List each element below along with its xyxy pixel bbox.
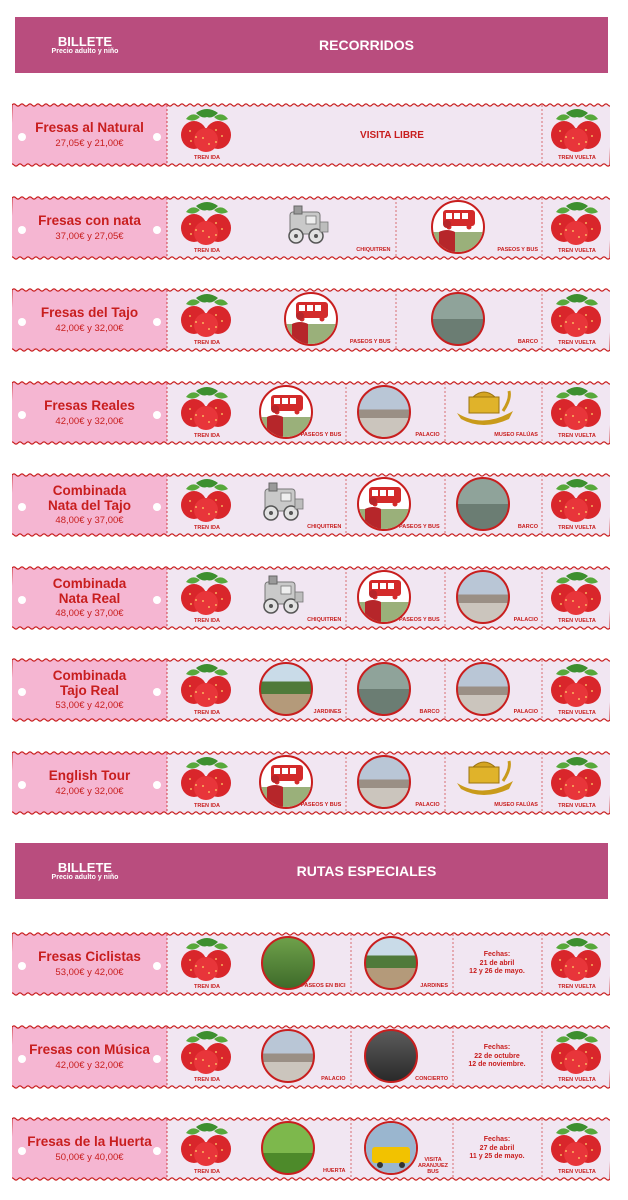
stop-label: PALACIO bbox=[321, 1075, 346, 1082]
ticket-price: 53,00€ y 42,00€ bbox=[55, 966, 124, 978]
strawberry-icon bbox=[546, 755, 608, 801]
ticket-stub bbox=[12, 1119, 167, 1179]
visita-libre-label: VISITA LIBRE bbox=[360, 129, 424, 141]
punch-hole bbox=[153, 226, 161, 234]
stop bbox=[444, 383, 542, 443]
concert-icon bbox=[364, 1029, 418, 1083]
tren-vuelta bbox=[544, 1119, 610, 1179]
visita-libre bbox=[247, 105, 537, 165]
tren-ida bbox=[172, 1027, 242, 1087]
tren-ida bbox=[172, 934, 242, 994]
tren-vuelta bbox=[544, 475, 610, 535]
ticket-stub bbox=[12, 568, 167, 628]
strawberry-icon bbox=[546, 477, 608, 523]
ticket-price: 42,00€ y 32,00€ bbox=[55, 1059, 124, 1071]
tren-vuelta-label: TREN VUELTA bbox=[558, 983, 596, 990]
ticket-price: 53,00€ y 42,00€ bbox=[55, 700, 124, 712]
stop-label: BARCO bbox=[517, 338, 538, 345]
punch-hole bbox=[18, 1147, 26, 1155]
tren-vuelta-label: TREN VUELTA bbox=[558, 617, 596, 624]
boat-icon bbox=[456, 477, 510, 531]
stop bbox=[345, 568, 443, 628]
strawberry-icon bbox=[546, 292, 608, 338]
strawberry-icon bbox=[546, 385, 608, 431]
ticket-date-line: Fechas: bbox=[483, 950, 511, 958]
tren-ida-label: TREN IDA bbox=[194, 1076, 220, 1083]
ticket-name: Fresas del Tajo bbox=[40, 305, 139, 321]
tren-ida-label: TREN IDA bbox=[194, 339, 220, 346]
palace-icon bbox=[357, 755, 411, 809]
boat-icon bbox=[357, 662, 411, 716]
punch-hole bbox=[18, 411, 26, 419]
ticket bbox=[12, 189, 610, 267]
stop bbox=[444, 568, 542, 628]
tren-ida-label: TREN IDA bbox=[194, 524, 220, 531]
stop bbox=[247, 1119, 350, 1179]
punch-hole bbox=[153, 411, 161, 419]
punch-hole bbox=[153, 503, 161, 511]
header-recorridos bbox=[15, 17, 608, 73]
tren-vuelta-label: TREN VUELTA bbox=[558, 339, 596, 346]
strawberry-icon bbox=[176, 662, 238, 708]
ticket-price: 48,00€ y 37,00€ bbox=[55, 515, 124, 527]
bus-icon bbox=[284, 292, 338, 346]
ticket-name: Fresas al Natural bbox=[35, 120, 144, 136]
ticket-stub bbox=[12, 475, 167, 535]
tren-ida-label: TREN IDA bbox=[194, 1168, 220, 1175]
ticket-stub bbox=[12, 753, 167, 813]
stop bbox=[345, 383, 443, 443]
ticket-name: Combinada bbox=[52, 667, 127, 683]
stop bbox=[247, 1027, 350, 1087]
stop bbox=[247, 934, 350, 994]
stop-label: HUERTA bbox=[322, 1167, 346, 1174]
strawberry-icon bbox=[176, 477, 238, 523]
ticket bbox=[12, 96, 610, 174]
ticket-date-line: 11 y 25 de mayo. bbox=[469, 1153, 525, 1161]
bus-icon bbox=[357, 570, 411, 624]
tren-vuelta-label: TREN VUELTA bbox=[558, 524, 596, 531]
ticket-name: Nata del Tajo bbox=[47, 497, 132, 513]
stop bbox=[247, 660, 345, 720]
stop-label: JARDINES bbox=[313, 708, 342, 715]
ticket-date-line: 12 de noviembre. bbox=[468, 1061, 526, 1069]
ticket-name: Nata Real bbox=[58, 590, 121, 606]
strawberry-icon bbox=[176, 107, 238, 153]
tren-vuelta bbox=[544, 568, 610, 628]
stop-label: CHIQUITREN bbox=[307, 616, 342, 623]
stop-label: PASEOS Y BUS bbox=[399, 523, 440, 530]
ticket-stub bbox=[12, 1027, 167, 1087]
punch-hole bbox=[153, 781, 161, 789]
stop bbox=[350, 1119, 453, 1179]
ticket-date-line: Fechas: bbox=[483, 1135, 511, 1143]
tren-ida bbox=[172, 383, 242, 443]
bike-icon bbox=[261, 936, 315, 990]
bus-icon bbox=[357, 477, 411, 531]
train-icon bbox=[276, 202, 336, 246]
ticket-date-line: 27 de abril bbox=[479, 1144, 515, 1152]
ticket-name: Combinada bbox=[52, 575, 127, 591]
palace-icon bbox=[456, 662, 510, 716]
ticket-date-line: 12 y 26 de mayo. bbox=[469, 968, 525, 976]
tren-ida bbox=[172, 290, 242, 350]
punch-hole bbox=[18, 318, 26, 326]
stop bbox=[345, 753, 443, 813]
punch-hole bbox=[18, 962, 26, 970]
tour-bus-icon bbox=[364, 1121, 418, 1175]
ticket bbox=[12, 1018, 610, 1096]
tren-vuelta-label: TREN VUELTA bbox=[558, 154, 596, 161]
strawberry-icon bbox=[546, 1121, 608, 1167]
ticket-name: Fresas con Música bbox=[29, 1042, 150, 1058]
ticket bbox=[12, 559, 610, 637]
ticket-name: English Tour bbox=[48, 768, 131, 784]
header-rutas-especiales bbox=[15, 843, 608, 899]
train-icon bbox=[251, 572, 311, 616]
palace-icon bbox=[456, 570, 510, 624]
punch-hole bbox=[18, 133, 26, 141]
stop-label: PALACIO bbox=[513, 708, 538, 715]
strawberry-icon bbox=[546, 1029, 608, 1075]
tren-vuelta bbox=[544, 660, 610, 720]
stop-label: MUSEO FALÚAS bbox=[494, 431, 538, 438]
ticket-stub bbox=[12, 660, 167, 720]
felucca-icon bbox=[453, 755, 517, 801]
header-title: RUTAS ESPECIALES bbox=[296, 863, 437, 879]
ticket bbox=[12, 744, 610, 822]
punch-hole bbox=[153, 688, 161, 696]
ticket-price: 42,00€ y 32,00€ bbox=[55, 785, 124, 797]
tren-ida-label: TREN IDA bbox=[194, 802, 220, 809]
strawberry-icon bbox=[176, 200, 238, 246]
tren-vuelta bbox=[544, 383, 610, 443]
tren-vuelta bbox=[544, 290, 610, 350]
strawberry-icon bbox=[176, 1029, 238, 1075]
stop bbox=[350, 934, 453, 994]
stop bbox=[395, 198, 543, 258]
stop-label: PALACIO bbox=[415, 801, 440, 808]
ticket-name: Tajo Real bbox=[59, 682, 120, 698]
palace-icon bbox=[261, 1029, 315, 1083]
strawberry-icon bbox=[176, 755, 238, 801]
ticket-price: 27,05€ y 21,00€ bbox=[55, 137, 124, 149]
ticket-stub bbox=[12, 105, 167, 165]
ticket-date-line: 22 de octubre bbox=[474, 1052, 520, 1060]
tren-vuelta-label: TREN VUELTA bbox=[558, 432, 596, 439]
garden-icon bbox=[364, 936, 418, 990]
header-price-note: Precio adulto y niño bbox=[51, 48, 119, 56]
ticket bbox=[12, 1110, 610, 1188]
header-ticket-label bbox=[15, 861, 155, 882]
train-icon bbox=[251, 479, 311, 523]
header-billete: BILLETE bbox=[57, 859, 113, 875]
stop bbox=[247, 290, 395, 350]
header-price-note: Precio adulto y niño bbox=[51, 874, 119, 882]
ticket-price: 50,00€ y 40,00€ bbox=[55, 1151, 124, 1163]
header-billete: BILLETE bbox=[57, 33, 113, 49]
garden-icon bbox=[259, 662, 313, 716]
ticket-dates bbox=[452, 934, 542, 994]
stop-label: CHIQUITREN bbox=[356, 246, 391, 253]
tren-ida-label: TREN IDA bbox=[194, 617, 220, 624]
strawberry-icon bbox=[176, 1121, 238, 1167]
ticket-name: Combinada bbox=[52, 482, 127, 498]
tren-ida-label: TREN IDA bbox=[194, 709, 220, 716]
header-ticket-label bbox=[15, 35, 155, 56]
punch-hole bbox=[153, 1055, 161, 1063]
tren-ida bbox=[172, 105, 242, 165]
stop-label: PASEOS Y BUS bbox=[300, 431, 342, 438]
tren-vuelta bbox=[544, 198, 610, 258]
stop bbox=[247, 475, 345, 535]
ticket-name: Fresas Reales bbox=[44, 398, 135, 414]
stop bbox=[247, 198, 395, 258]
punch-hole bbox=[153, 1147, 161, 1155]
stop bbox=[395, 290, 543, 350]
bus-icon bbox=[259, 755, 313, 809]
tren-vuelta-label: TREN VUELTA bbox=[558, 247, 596, 254]
stop-label: PASEOS Y BUS bbox=[399, 616, 440, 623]
stop-label: PASEOS Y BUS bbox=[349, 338, 391, 345]
stop-label: JARDINES bbox=[420, 982, 448, 989]
stop-label-line: VISITA bbox=[424, 1156, 442, 1163]
punch-hole bbox=[18, 781, 26, 789]
stop-label: BARCO bbox=[517, 523, 538, 530]
ticket-name: Fresas de la Huerta bbox=[27, 1134, 152, 1150]
punch-hole bbox=[153, 318, 161, 326]
stop-label: PASEOS EN BICI bbox=[301, 982, 346, 989]
stop bbox=[444, 660, 542, 720]
strawberry-icon bbox=[546, 662, 608, 708]
tren-vuelta bbox=[544, 934, 610, 994]
tren-ida bbox=[172, 568, 242, 628]
ticket-stub bbox=[12, 198, 167, 258]
stop-label-line: BUS bbox=[427, 1168, 439, 1175]
tren-ida bbox=[172, 198, 242, 258]
ticket bbox=[12, 466, 610, 544]
boat-icon bbox=[431, 292, 485, 346]
ticket-price: 37,00€ y 27,05€ bbox=[55, 230, 124, 242]
tren-ida bbox=[172, 753, 242, 813]
ticket-dates bbox=[452, 1119, 542, 1179]
stop-label: CHIQUITREN bbox=[307, 523, 342, 530]
strawberry-icon bbox=[546, 107, 608, 153]
stop bbox=[345, 660, 443, 720]
ticket-stub bbox=[12, 934, 167, 994]
tren-vuelta-label: TREN VUELTA bbox=[558, 709, 596, 716]
tren-ida bbox=[172, 475, 242, 535]
ticket bbox=[12, 925, 610, 1003]
ticket-stub bbox=[12, 290, 167, 350]
bus-icon bbox=[259, 385, 313, 439]
ticket-price: 42,00€ y 32,00€ bbox=[55, 415, 124, 427]
tren-vuelta bbox=[544, 1027, 610, 1087]
strawberry-icon bbox=[176, 292, 238, 338]
stop-label: PASEOS Y BUS bbox=[300, 801, 342, 808]
ticket bbox=[12, 374, 610, 452]
ticket bbox=[12, 281, 610, 359]
stop bbox=[345, 475, 443, 535]
strawberry-icon bbox=[176, 385, 238, 431]
punch-hole bbox=[18, 503, 26, 511]
strawberry-icon bbox=[546, 570, 608, 616]
stop-label: MUSEO FALÚAS bbox=[494, 801, 538, 808]
strawberry-icon bbox=[546, 936, 608, 982]
stop-label: PALACIO bbox=[415, 431, 440, 438]
orchard-icon bbox=[261, 1121, 315, 1175]
tren-vuelta-label: TREN VUELTA bbox=[558, 1076, 596, 1083]
tren-ida-label: TREN IDA bbox=[194, 247, 220, 254]
strawberry-icon bbox=[176, 570, 238, 616]
strawberry-icon bbox=[176, 936, 238, 982]
stop-label bbox=[418, 1157, 448, 1175]
ticket bbox=[12, 651, 610, 729]
palace-icon bbox=[357, 385, 411, 439]
stop-label: CONCIERTO bbox=[415, 1075, 448, 1082]
punch-hole bbox=[18, 688, 26, 696]
strawberry-icon bbox=[546, 200, 608, 246]
tren-ida bbox=[172, 660, 242, 720]
punch-hole bbox=[18, 596, 26, 604]
stop bbox=[247, 383, 345, 443]
tren-vuelta bbox=[544, 105, 610, 165]
tren-vuelta-label: TREN VUELTA bbox=[558, 802, 596, 809]
stop-label: PASEOS Y BUS bbox=[497, 246, 538, 253]
bus-icon bbox=[431, 200, 485, 254]
stop-label: BARCO bbox=[419, 708, 440, 715]
ticket-name: Fresas con nata bbox=[38, 213, 141, 229]
header-title: RECORRIDOS bbox=[319, 37, 414, 53]
stop bbox=[247, 568, 345, 628]
stop-label: PALACIO bbox=[513, 616, 538, 623]
tren-ida-label: TREN IDA bbox=[194, 432, 220, 439]
punch-hole bbox=[153, 133, 161, 141]
stop bbox=[247, 753, 345, 813]
punch-hole bbox=[18, 226, 26, 234]
stop bbox=[444, 475, 542, 535]
stop bbox=[444, 753, 542, 813]
punch-hole bbox=[18, 1055, 26, 1063]
ticket-dates bbox=[452, 1027, 542, 1087]
ticket-price: 42,00€ y 32,00€ bbox=[55, 322, 124, 334]
stop bbox=[350, 1027, 453, 1087]
ticket-name: Fresas Ciclistas bbox=[38, 949, 141, 965]
tren-ida-label: TREN IDA bbox=[194, 154, 220, 161]
tren-ida bbox=[172, 1119, 242, 1179]
tren-vuelta bbox=[544, 753, 610, 813]
punch-hole bbox=[153, 596, 161, 604]
stop-label-line: ARANJUEZ bbox=[418, 1162, 448, 1169]
ticket-price: 48,00€ y 37,00€ bbox=[55, 608, 124, 620]
tren-ida-label: TREN IDA bbox=[194, 983, 220, 990]
punch-hole bbox=[153, 962, 161, 970]
tren-vuelta-label: TREN VUELTA bbox=[558, 1168, 596, 1175]
ticket-stub bbox=[12, 383, 167, 443]
ticket-date-line: 21 de abril bbox=[479, 959, 515, 967]
ticket-date-line: Fechas: bbox=[483, 1043, 511, 1051]
felucca-icon bbox=[453, 385, 517, 431]
